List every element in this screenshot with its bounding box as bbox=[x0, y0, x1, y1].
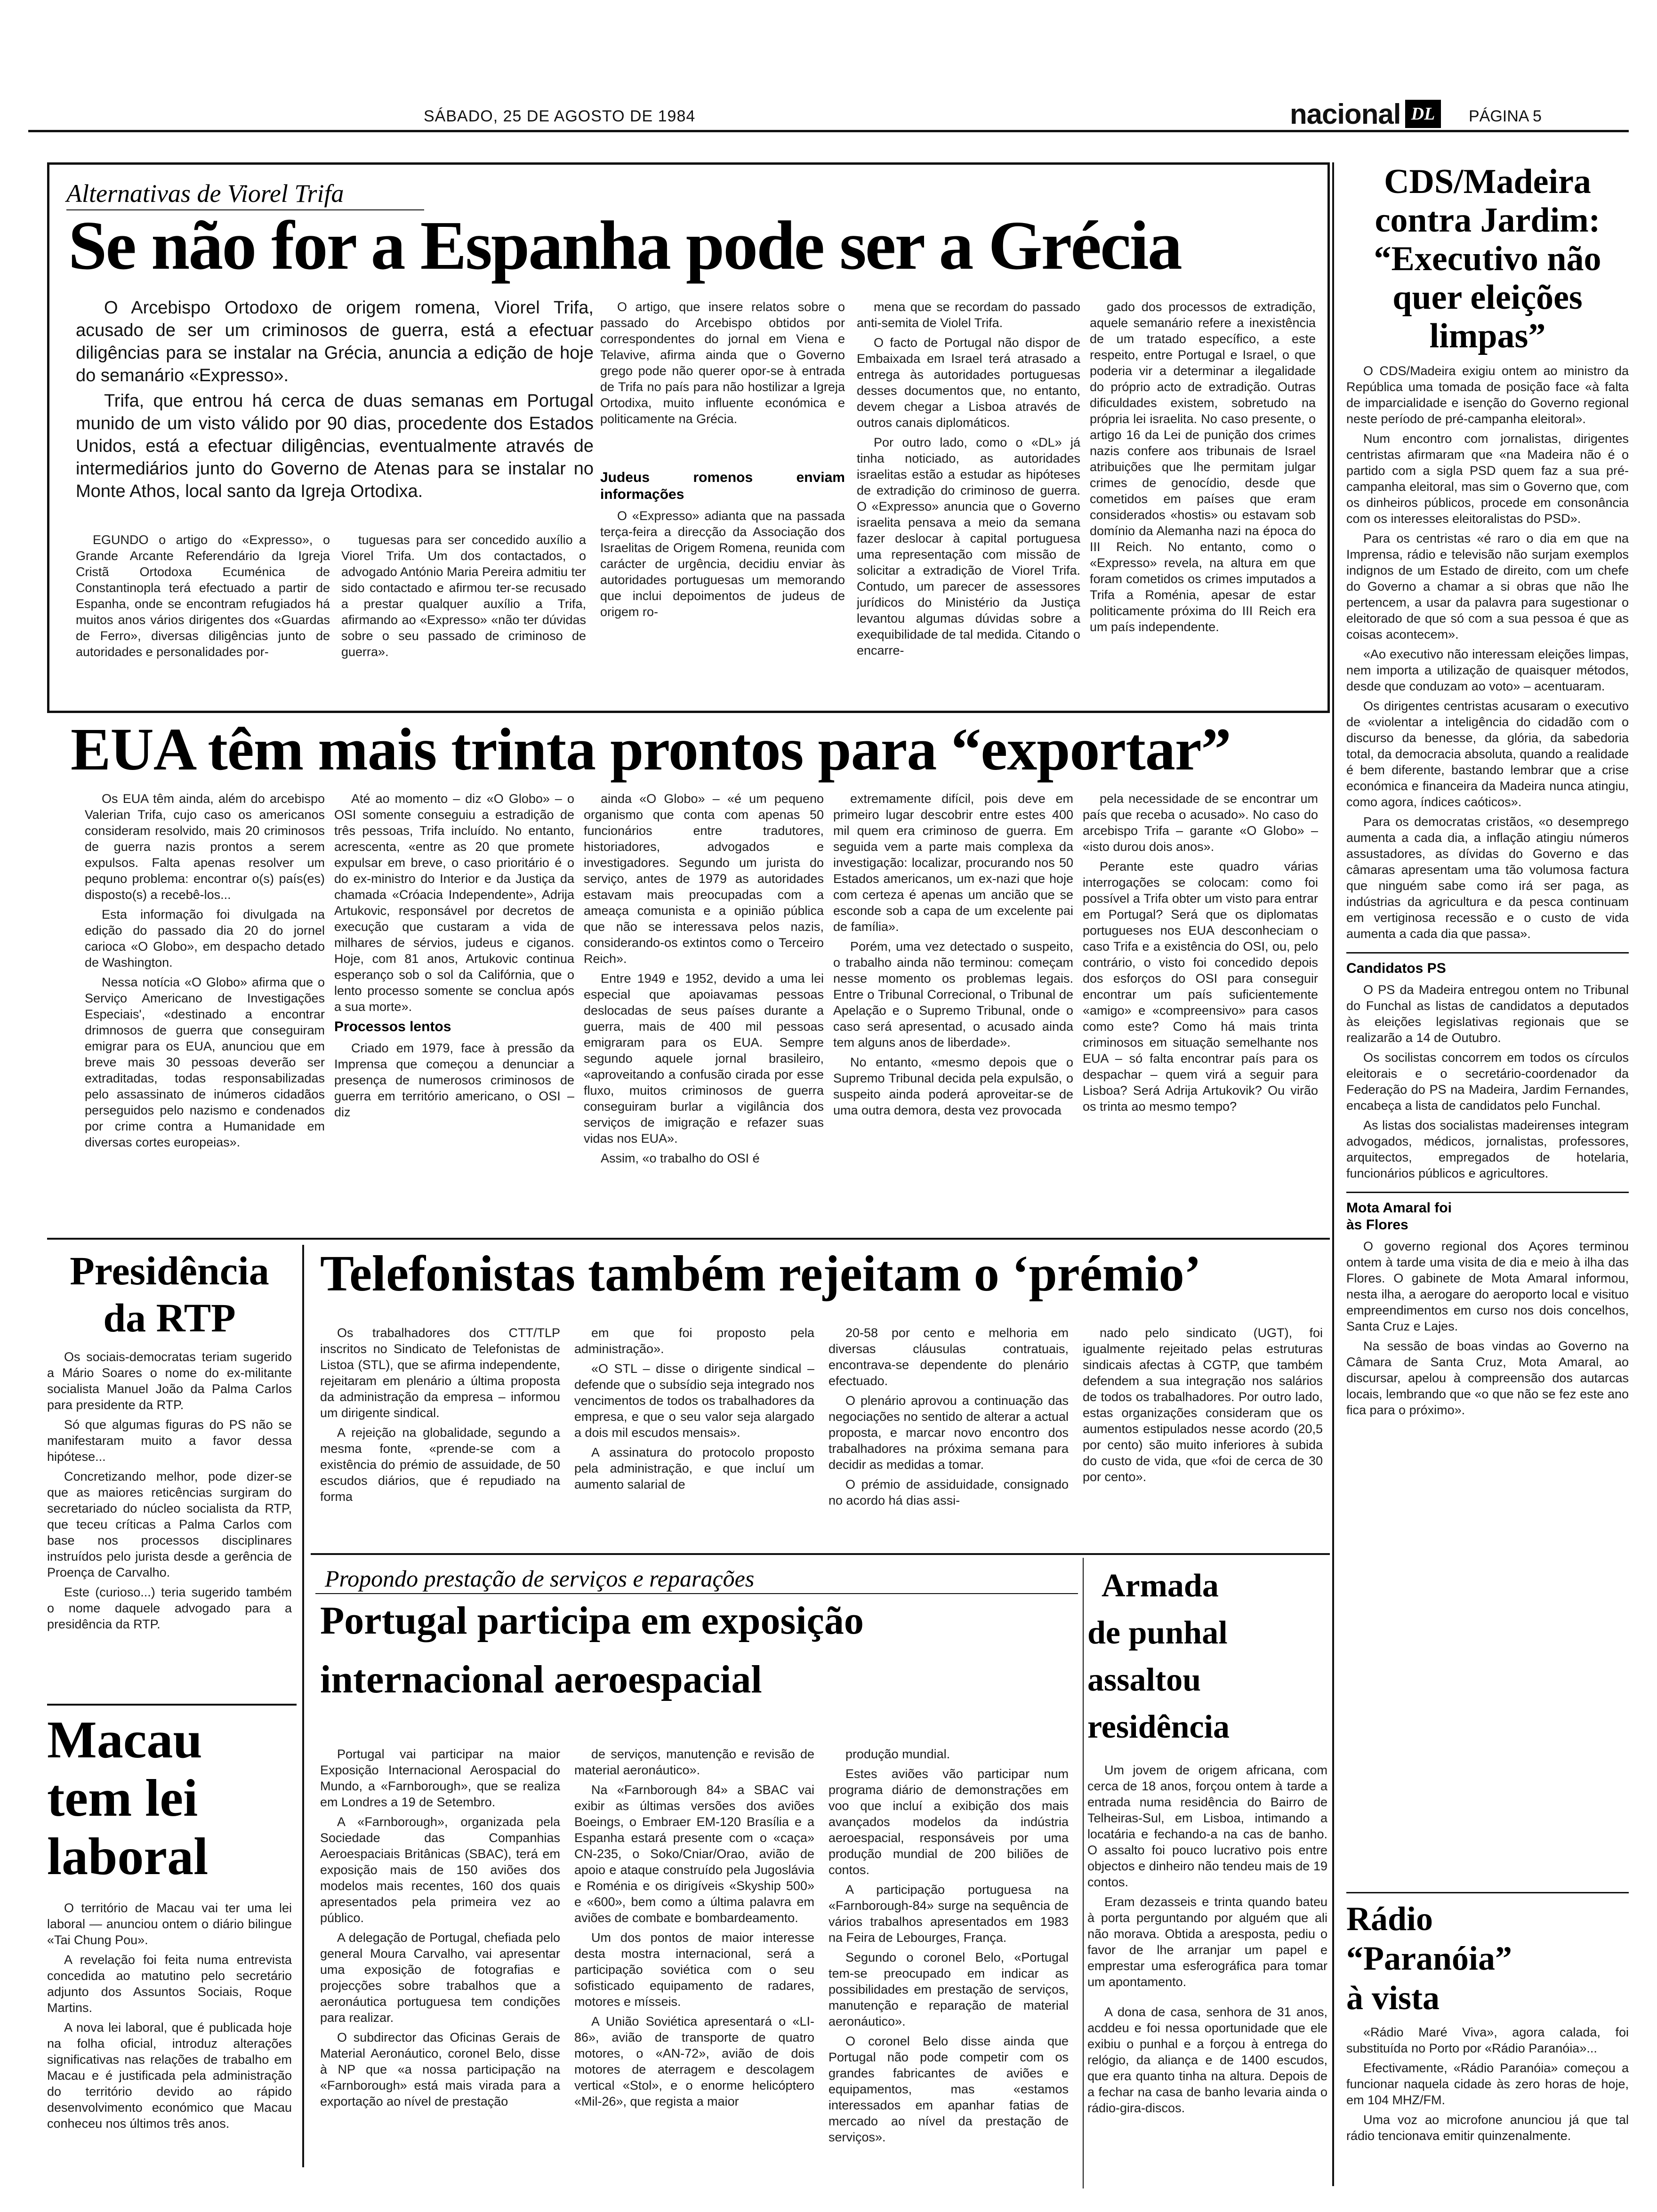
header-date: SÁBADO, 25 DE AGOSTO DE 1984 bbox=[424, 107, 696, 125]
body-paragraph: A revelação foi feita numa entrevista concedida ao matutino pelo secretário adjunto dos Assuntos Sociais, Roque Martins. bbox=[47, 1953, 292, 2015]
telefonistas-headline: Telefonistas também rejeitam o ‘prémio’ bbox=[320, 1246, 1201, 1302]
trifa-lead bbox=[76, 297, 594, 513]
body-paragraph: A União Soviética apresentará o «LI-86», avião de transporte de quatro motores, o «AN-72», avião de dois motores de aterragem e descolagem vertical «Stol», e o enorme helicóptero «Mil-26», que regista a maior bbox=[574, 2014, 814, 2108]
trifa-col4 bbox=[857, 299, 1080, 711]
eua-col4 bbox=[833, 791, 1073, 1224]
body-paragraph: A assinatura do protocolo proposto pela administração, e que incluí um aumento salarial de bbox=[574, 1445, 814, 1491]
telefonistas-bottom-rule bbox=[311, 1553, 1330, 1555]
aero-col2 bbox=[574, 1746, 814, 2188]
trifa-col1 bbox=[76, 532, 330, 711]
body-paragraph: Esta informação foi divulgada na edição do passado dia 20 do jornel carioca «O Globo», em despacho detado de Washington. bbox=[85, 907, 325, 970]
body-paragraph: «Ao executivo não interessam eleições limpas, nem importa a utilização de quaisquer métodos, desde que conduzam ao voto» – acentuaram. bbox=[1346, 647, 1629, 693]
header-rule bbox=[28, 130, 1629, 132]
body-paragraph: O artigo, que insere relatos sobre o passado do Arcebispo obtidos por correspondentes do jornal em Viena e Telavive, afirma ainda que o Governo grego pode não querer opor-se à entrada de Trifa no país para não hostilizar a Igreja Ortodixa, muito influente económica e politicamente na Grécia. bbox=[600, 300, 845, 426]
rtp-headline: Presidência da RTP bbox=[70, 1248, 269, 1340]
body-paragraph: Portugal vai participar na maior Exposição Internacional Aerospacial do Mundo, a «Farnborough», que se realiza em Londres a 19 de Setembro. bbox=[320, 1747, 560, 1809]
subheading: Candidatos PS bbox=[1346, 961, 1446, 976]
body-paragraph: EGUNDO o artigo do «Expresso», o Grande Arcante Referendário da Igreja Cristã Ortodoxa Ecuménica de Constantinopla terá efectuado a partir de Espanha, onde se encontram refugiados há muitos anos vários dirigentes dos «Guardas de Ferro», diversas diligências junto de autoridades e personalidades por- bbox=[76, 533, 330, 659]
telef-col3 bbox=[828, 1325, 1069, 1546]
body-paragraph: Só que algumas figuras do PS não se manifestaram muito a favor dessa hipótese... bbox=[47, 1418, 292, 1464]
body-paragraph: Por outro lado, como o «DL» já tinha noticiado, as autoridades israelitas estão a estudar as hipóteses de extradição do criminoso de guerra. O «Expresso» anuncia que o Governo israelita pensava a meio da semana fazer deslocar à capital portuguesa uma representação com missão de solicitar a extradição de Viorel Trifa. Contudo, um parecer de assessores jurídicos do Ministério da Justiça levantou algumas dúvidas sobre a exequibilidade de tal medida. Citando o encarre- bbox=[857, 435, 1080, 657]
eua-headline: EUA têm mais trinta prontos para “exportar” bbox=[71, 716, 1231, 783]
body-paragraph: Uma voz ao microfone anunciou já que tal rádio tencionava emitir quinzenalmente. bbox=[1346, 2113, 1629, 2143]
trifa-article bbox=[47, 162, 1330, 713]
aero-article bbox=[311, 1558, 1078, 2188]
body-paragraph: extremamente difícil, pois deve em primeiro lugar descobrir entre estes 400 mil quem era criminoso de guerra. Em seguida vem a parte mais complexa da investigação: localizar, procurando nos 50 Estados americanos, um ex-nazi que hoje com certeza é apenas um ancião que se esconde sob a capa de um excelente pai de família». bbox=[833, 792, 1073, 934]
body-paragraph: O CDS/Madeira exigiu ontem ao ministro da República uma tomada de posição face «à falta de imparcialidade e isenção do Governo regional neste período de pré-campanha eleitoral». bbox=[1346, 364, 1629, 426]
body-paragraph: O governo regional dos Açores terminou ontem à tarde uma visita de dia e meio à ilha das Flores. O gabinete de Mota Amaral informou, nesta ilha, a aerogare do aeroporto local e visituo empreendimentos em curso nos dois concelhos, Santa Cruz e Lajes. bbox=[1346, 1239, 1629, 1333]
body-paragraph: As listas dos socialistas madeirenses integram advogados, médicos, jornalistas, professores, arquitectos, empregados de hotelaria, funcionários públicos e agricultores. bbox=[1346, 1118, 1629, 1180]
mota-body bbox=[1346, 1238, 1629, 1422]
ps-body bbox=[1346, 982, 1629, 1185]
telef-col4 bbox=[1083, 1325, 1323, 1546]
kicker-underline bbox=[315, 1593, 1078, 1594]
lead-paragraph: Trifa, que entrou há cerca de duas semanas em Portugal munido de um visto válido por 90 dias, procedente dos Estados Unidos, está a efectuar diligências, eventualmente através de intermediários junto do Governo de Atenas para se instalar no Monte Athos, local santo da Igreja Ortodixa. bbox=[76, 391, 594, 501]
body-paragraph: Os sociais-democratas teriam sugerido a Mário Soares o nome do ex-militante socialista Manuel João da Palma Carlos para presidente da RTP. bbox=[47, 1350, 292, 1412]
aero-col3 bbox=[828, 1746, 1069, 2188]
subheading: Judeus romenos enviam informações bbox=[600, 470, 845, 502]
body-paragraph: Criado em 1979, face à pressão da Imprensa que começou a denunciar a presença de numerosos criminosos de guerra em território americano, o OSI – diz bbox=[334, 1041, 574, 1119]
armada-headline-line1: Armada bbox=[1102, 1568, 1219, 1604]
body-paragraph: O coronel Belo disse ainda que Portugal não pode competir com os grandes fabricantes de aviões e equipamentos, mas «estamos interessados em apanhar fatias de mercado ao nível da prestação de serviços». bbox=[828, 2034, 1069, 2144]
cds-article bbox=[1346, 162, 1629, 1880]
body-paragraph: O plenário aprovou a continuação das negociações no sentido de alterar a actual proposta, e marcar novo encontro dos trabalhadores na próxima semana para decidir as medidas a tomar. bbox=[828, 1394, 1069, 1472]
lead-paragraph: O Arcebispo Ortodoxo de origem romena, Viorel Trifa, acusado de ser um criminosos de guerra, está a efectuar diligências para se instalar na Grécia, anuncia a edição de hoje do semanário «Expresso». bbox=[76, 298, 594, 385]
body-paragraph: Os socilistas concorrem em todos os círculos eleitorais e o secretário-coordenador da Federação do PS na Madeira, Jardim Fernandes, encabeça a lista de candidatos pelo Funchal. bbox=[1346, 1050, 1629, 1113]
macau-article bbox=[47, 1711, 292, 2181]
body-paragraph: O «Expresso» adianta que na passada terça-feira a direcção da Associação dos Israelitas de Origem Romena, reunida com carácter de urgência, decidiu enviar às autoridades portuguesas um memorando que inclui depoimentos de judeus de origem ro- bbox=[600, 509, 845, 619]
macau-headline: Macau tem lei laboral bbox=[47, 1711, 209, 1886]
section-label: nacional bbox=[1290, 98, 1401, 130]
trifa-kicker: Alternativas de Viorel Trifa bbox=[66, 179, 344, 208]
trifa-col2 bbox=[341, 532, 586, 711]
body-paragraph: Os dirigentes centristas acusaram o executivo de «violentar a inteligência do cidadão com o discurso da benesse, da glória, da sabedoria total, da democracia absoluta, quando a realidade é bem diferente, bastando lembrar que a crise económica e financeira da Madeira nunca atingiu, como agora, índices caóticos». bbox=[1346, 699, 1629, 809]
trifa-headline: Se não for a Espanha pode ser a Grécia bbox=[68, 207, 1181, 284]
trifa-col3 bbox=[600, 299, 845, 711]
body-paragraph: A nova lei laboral, que é publicada hoje na folha oficial, introduz alterações significativas nas relações de trabalho em Macau e é justificada pela administração do território devido ao rápido desenvolvimento económico que Macau conheceu nos últimos três anos. bbox=[47, 2020, 292, 2131]
body-paragraph: O PS da Madeira entregou ontem no Tribunal do Funchal as listas de candidatos a deputados às eleições legislativas regionais que se realizarão a 14 de Outubro. bbox=[1346, 983, 1629, 1045]
body-paragraph: mena que se recordam do passado anti-semita de Violel Trifa. bbox=[857, 300, 1080, 330]
body-paragraph: O território de Macau vai ter uma lei laboral — anunciou ontem o diário bilingue «Tai Chung Pou». bbox=[47, 1901, 292, 1947]
newspaper-logo bbox=[1405, 100, 1441, 128]
eua-col2 bbox=[334, 791, 574, 1224]
body-paragraph: Este (curioso...) teria sugerido também o nome daquele advogado para a presidência da RTP. bbox=[47, 1585, 292, 1631]
right-column-rule bbox=[1332, 162, 1334, 2186]
logo-text: DL bbox=[1411, 104, 1435, 124]
telef-col1 bbox=[320, 1325, 560, 1546]
subheading: Processos lentos bbox=[334, 1019, 451, 1034]
body-paragraph: A dona de casa, senhora de 31 anos, acddeu e foi nessa oportunidade que ele exibiu o punhal e a forçou à entrega do relógio, da aliança e de 1400 escudos, que era quanto tinha na altura. Depois de a fechar na casa de banho levaria ainda o rádio-gira-discos. bbox=[1087, 2005, 1327, 2115]
rtp-article bbox=[47, 1247, 292, 1694]
aero-headline-line1: Portugal participa em exposição bbox=[320, 1599, 864, 1643]
armada-body bbox=[1087, 1762, 1327, 2120]
body-paragraph: Segundo o coronel Belo, «Portugal tem-se preocupado em indicar as possibilidades em prestação de serviços, manutenção e reparação de material aeronáutico». bbox=[828, 1950, 1069, 2028]
body-paragraph: Um dos pontos de maior interesse desta mostra internacional, será a participação soviética com o seu sofisticado equipamento de radares, motores e mísseis. bbox=[574, 1931, 814, 2009]
body-paragraph: No entanto, «mesmo depois que o Supremo Tribunal decida pela expulsão, o suspeito ainda poderá aproveitar-se de uma outra demora, desta vez provocada bbox=[833, 1055, 1073, 1117]
body-paragraph: Estes aviões vão participar num programa diário de demonstrações em voo que incluí a exibição dos mais avançados modelos da indústria aeroespacial, responsáveis por uma produção mundial de 200 biliões de contos. bbox=[828, 1767, 1069, 1877]
section-rule bbox=[1346, 952, 1629, 954]
body-paragraph: Para os centristas «é raro o dia em que na Imprensa, rádio e televisão não surjam exemplos indignos de um Estado de direito, com um chefe do Governo a chamar a si obras que não lhe pertencem, a usar da palavra para sugestionar o eleitorado de que só com a sua pessoa é que as coisas acontecem». bbox=[1346, 531, 1629, 641]
aero-col1 bbox=[320, 1746, 560, 2188]
radio-body bbox=[1346, 2024, 1629, 2148]
body-paragraph: Entre 1949 e 1952, devido a uma lei especial que apoiavamas pessoas deslocadas de seus países durante a guerra, mais de 400 mil pessoas emigraram para os EUA. Sempre segundo aquele jornal brasileiro, «aproveitando a confusão cirada por esse fluxo, muitos criminosos de guerra conseguiram burlar a vigilância dos serviços de imigração e refazer suas vidas nos EUA». bbox=[584, 971, 824, 1146]
body-paragraph: A «Farnborough», organizada pela Sociedade das Companhias Aeroespaciais Britânicas (SBAC), terá em exposição mais de 150 aviões dos modelos mais recentes, 160 dos quais apresentados pela primeira vez ao público. bbox=[320, 1815, 560, 1925]
body-paragraph: Para os democratas cristãos, «o desemprego aumenta a cada dia, a inflação atingiu números assustadores, as dívidas do Governo e das câmaras apresentam uma tão volumosa factura que ninguém sabe como irá ser paga, as indústrias da agricultura e da pesca continuam em vertiginosa recessão e o custo de vida aumenta a cada dia que passa». bbox=[1346, 815, 1629, 941]
body-paragraph: pela necessidade de se encontrar um país que receba o acusado». No caso do arcebispo Trifa – garante «O Globo» – «isto durou dois anos». bbox=[1083, 792, 1318, 854]
telefonistas-article bbox=[311, 1247, 1327, 1548]
section-rule bbox=[1346, 1192, 1629, 1193]
body-paragraph: «Rádio Maré Viva», agora calada, foi substituída no Porto por «Rádio Paranóia»... bbox=[1346, 2025, 1629, 2055]
eua-article bbox=[47, 713, 1330, 1231]
body-paragraph: Na sessão de boas vindas ao Governo na Câmara de Santa Cruz, Mota Amaral, ao discursar, apelou à compreensão dos autarcas locais, lembrando que «o que não se fez este ano fica para o próximo». bbox=[1346, 1339, 1629, 1417]
body-paragraph: Porém, uma vez detectado o suspeito, o trabalho ainda não terminou: começam nesse momento os problemas legais. Entre o Tribunal Correcional, o Tribunal de Apelação e o Supremo Tribunal, onde o caso será apresentad, o acusado ainda tem alguns anos de liberdade». bbox=[833, 939, 1073, 1050]
armada-headline-line3: assaltou bbox=[1087, 1662, 1201, 1698]
body-paragraph: Concretizando melhor, pode dizer-se que as maiores reticências surgiram do secretariado do núcleo socialista da RTP, que teceu críticas a Palma Carlos com base nos processos disciplinares instruídos pelo jurista desde a gerência de Proença de Carvalho. bbox=[47, 1469, 292, 1579]
body-paragraph: O prémio de assiduidade, consignado no acordo há dias assi- bbox=[828, 1477, 1069, 1507]
body-paragraph: de serviços, manutenção e revisão de material aeronáutico». bbox=[574, 1747, 814, 1777]
telef-col2 bbox=[574, 1325, 814, 1546]
body-paragraph: Nessa notícia «O Globo» afirma que o Serviço Americano de Investigações Especiais', «destinado a encontrar drimnosos de guerra que conseguiram emigrar para os EUA, anunciou que em breve mais 30 pessoas deverão ser extraditadas, todas responsabilizadas pelo assassinato de inúmeros cidadãos perseguidos pelo nazismo e condenados por crime contra a Humanidade em diversas cortes europeias». bbox=[85, 975, 325, 1149]
body-paragraph: Na «Farnborough 84» a SBAC vai exibir as últimas versões dos aviões Boeings, o Embraer EM-120 Brasília e a Espanha estará presente com o «caça» CN-235, o Soko/Cniar/Orao, avião de apoio e ataque construído pela Jugoslávia e Roménia e os dirigíveis «Skyship 500» e «600», bem como a última palavra em aviões de combate e bombardeamento. bbox=[574, 1783, 814, 1925]
body-paragraph: 20-58 por cento e melhoria em diversas cláusulas contratuais, encontrava-se dependente do plenário efectuado. bbox=[828, 1326, 1069, 1388]
eua-bottom-rule bbox=[47, 1238, 1330, 1240]
body-paragraph: A participação portuguesa na «Farnborough-84» surge na sequência de vários trabalhos apresentados em 1983 na Feira de Lebourges, França. bbox=[828, 1883, 1069, 1945]
eua-col1 bbox=[85, 791, 325, 1224]
eua-col5 bbox=[1083, 791, 1318, 1224]
body-paragraph: «O STL – disse o dirigente sindical – defende que o subsídio seja integrado nos vencimentos de todos os trabalhadores da empresa, e que o seu valor seja alargado a dois mil escudos mensais». bbox=[574, 1362, 814, 1440]
cds-headline: CDS/Madeira contra Jardim: “Executivo não quer eleições limpas” bbox=[1374, 162, 1601, 355]
body-paragraph: A delegação de Portugal, chefiada pelo general Moura Carvalho, vai apresentar uma exposição de fotografias e projecções sobre trabalhos que a aeronáutica portuguesa tem condições para realizar. bbox=[320, 1931, 560, 2025]
body-paragraph: ainda «O Globo» – «é um pequeno organismo que conta com apenas 50 funcionários entre tradutores, historiadores, advogados e investigadores. Segundo um jurista do serviço, antes de 1979 as autoridades estavam mais preocupadas com a ameaça comunista e a opinião pública que não se interessava pelos nazis, considerando-os extintos como o Terceiro Reich». bbox=[584, 792, 824, 966]
eua-col3 bbox=[584, 791, 824, 1224]
body-paragraph: A rejeição na globalidade, segundo a mesma fonte, «prende-se com a existência do prémio de assuidade, de 50 escudos diários, que é repudiado na forma bbox=[320, 1426, 560, 1504]
armada-column-rule bbox=[1083, 1558, 1084, 2188]
macau-body bbox=[47, 1900, 292, 2135]
page-number: PÁGINA 5 bbox=[1469, 107, 1542, 125]
body-paragraph: Até ao momento – diz «O Globo» – o OSI somente conseguiu a estradição de três pessoas, Trifa incluído. No entanto, acrescenta, «entre as 20 que promete expulsar em breve, o caso prioritário é o do ex-ministro do Interior e da Justiça da chamada «Cróacia Independente», Adrija Artukovic, responsável por decretos de execução que custaram a vida de milhares de sérvios, judeus e ciganos. Hoje, com 81 anos, Artukovic continua esperanço sob o sol da Califórnia, que o lento processo somente se conclua após a sua morte». bbox=[334, 792, 574, 1014]
aero-headline-line2: internacional aeroespacial bbox=[320, 1658, 762, 1701]
body-paragraph: Os EUA têm ainda, além do arcebispo Valerian Trifa, cujo caso os americanos consideram resolvido, mais 20 criminosos de guerra nazis prontos a serem expulsos. Falta apenas resolver um pequno problema: encontrar o(s) país(es) disposto(s) a recebê-los... bbox=[85, 792, 325, 902]
body-paragraph: tuguesas para ser concedido auxílio a Viorel Trifa. Um dos contactados, o advogado António Maria Pereira admitiu ter sido contactado e afirmou ter-se recusado a prestar qualquer auxílio a Trifa, afirmando ao «Expresso» «não ter dúvidas sobre o seu passado de criminoso de guerra». bbox=[341, 533, 586, 659]
radio-article bbox=[1346, 1899, 1629, 2191]
cds-body bbox=[1346, 363, 1629, 946]
body-paragraph: Perante este quadro várias interrogações se colocam: como foi possível a Trifa obter um visto para entrar em Portugal? Será que os diplomatas portugueses nos EUA desconheciam o caso Trifa e a existência do OSI, ou, pelo contrário, o visto foi concedido depois dos esforços do OSI para conseguir encontrar um país suficientemente «amigo» e «compreensivo» para casos como este? Como há mais trinta criminosos em situação semelhante nos EUA – só falta encontrar país para os despachar – quem virá a seguir para Lisboa? Será Adrija Artukovik? Ou virão os trinta ao mesmo tempo? bbox=[1083, 859, 1318, 1114]
armada-headline-line2: de punhal bbox=[1087, 1615, 1228, 1651]
page-header bbox=[0, 0, 1657, 136]
body-paragraph: Eram dezasseis e trinta quando bateu à porta perguntando por alguém que ali não morava. Obtida a aresposta, pediu o favor de lhe arranjar um papel e emprestar uma esferográfica para tomar um apontamento. bbox=[1087, 1895, 1327, 1989]
aero-kicker: Propondo prestação de serviços e reparações bbox=[325, 1565, 755, 1592]
macau-top-rule bbox=[47, 1704, 297, 1706]
body-paragraph: Os trabalhadores dos CTT/TLP inscritos no Sindicato de Telefonistas de Listoa (STL), que se afirma independente, rejeitaram em plenário a última proposta da administração da empresa – informou um dirigente sindical. bbox=[320, 1326, 560, 1420]
left-column-rule bbox=[302, 1245, 304, 2167]
trifa-col5 bbox=[1090, 299, 1316, 711]
radio-top-rule bbox=[1346, 1892, 1629, 1893]
subheading: Mota Amaral foi às Flores bbox=[1346, 1200, 1452, 1233]
body-paragraph: gado dos processos de extradição, aquele semanário refere a inexistência de um tratado específico, a este respeito, entre Portugal e Israel, o que poderia vir a determinar a ilegalidade do próprio acto de extradição. Outras dificuldades existem, sobretudo na própria lei israelita. No caso presente, o artigo 16 da Lei de punição dos crimes nazis confere aos tribunais de Israel atribuições que lhe permitam julgar crimes de genocídio, desde que cometidos em países que eram considerados «hostis» ou estavam sob domínio da Alemanha nazi na época do III Reich. No entanto, como o «Expresso» revela, na altura em que foram cometidos os crimes imputados a Trifa a Roménia, apesar de estar politicamente próxima do III Reich era um país independente. bbox=[1090, 300, 1316, 634]
body-paragraph: em que foi proposto pela administração». bbox=[574, 1326, 814, 1356]
body-paragraph: O facto de Portugal não dispor de Embaixada em Israel terá atrasado a entrega às autoridades portuguesas desses documentos que, no entanto, devem chegar a Lisboa através de outros canais diplomáticos. bbox=[857, 336, 1080, 430]
armada-headline-line4: residência bbox=[1087, 1709, 1230, 1745]
rtp-body bbox=[47, 1349, 292, 1636]
body-paragraph: Assim, «o trabalho do OSI é bbox=[601, 1151, 760, 1165]
body-paragraph: Um jovem de origem africana, com cerca de 18 anos, forçou ontem à tarde a entrada numa residência do Bairro de Telheiras-Sul, em Lisboa, intimando a locatária e fechando-a na cas de banho. O assalto foi pouco lucrativo pois entre objectos e dinheiro não tendeu mais de 19 contos. bbox=[1087, 1763, 1327, 1889]
armada-article bbox=[1087, 1563, 1327, 2188]
body-paragraph: Num encontro com jornalistas, dirigentes centristas afirmaram que «na Madeira não é o partido com a sigla PSD quem faz a sua pré-campanha eleitoral, mas sim o Governo que, com os dinheiros públicos, procede em consonância com os interesses eleitoralistas do PSD». bbox=[1346, 432, 1629, 526]
body-paragraph: produção mundial. bbox=[845, 1747, 950, 1761]
radio-headline: Rádio “Paranóia” à vista bbox=[1346, 1900, 1512, 2017]
body-paragraph: nado pelo sindicato (UGT), foi igualmente rejeitado pelas estruturas sindicais afectas à CGTP, que também defendem a sua integração nos salários de todos os trabalhadores. Por outro lado, estas organizações consideram que os aumentos estipulados nesse acordo (20,5 por cento) são muito inferiores à subida do custo de vida, que «foi de cerca de 30 por cento». bbox=[1083, 1326, 1323, 1484]
body-paragraph: Efectivamente, «Rádio Paranóia» começou a funcionar naquela cidade às zero horas de hoje, em 104 MHZ/FM. bbox=[1346, 2061, 1629, 2107]
body-paragraph: O subdirector das Oficinas Gerais de Material Aeronáutico, coronel Belo, disse à NP que «a nossa participação na «Farnborough» está mais virada para a exportação ao nível de prestação bbox=[320, 2030, 560, 2108]
